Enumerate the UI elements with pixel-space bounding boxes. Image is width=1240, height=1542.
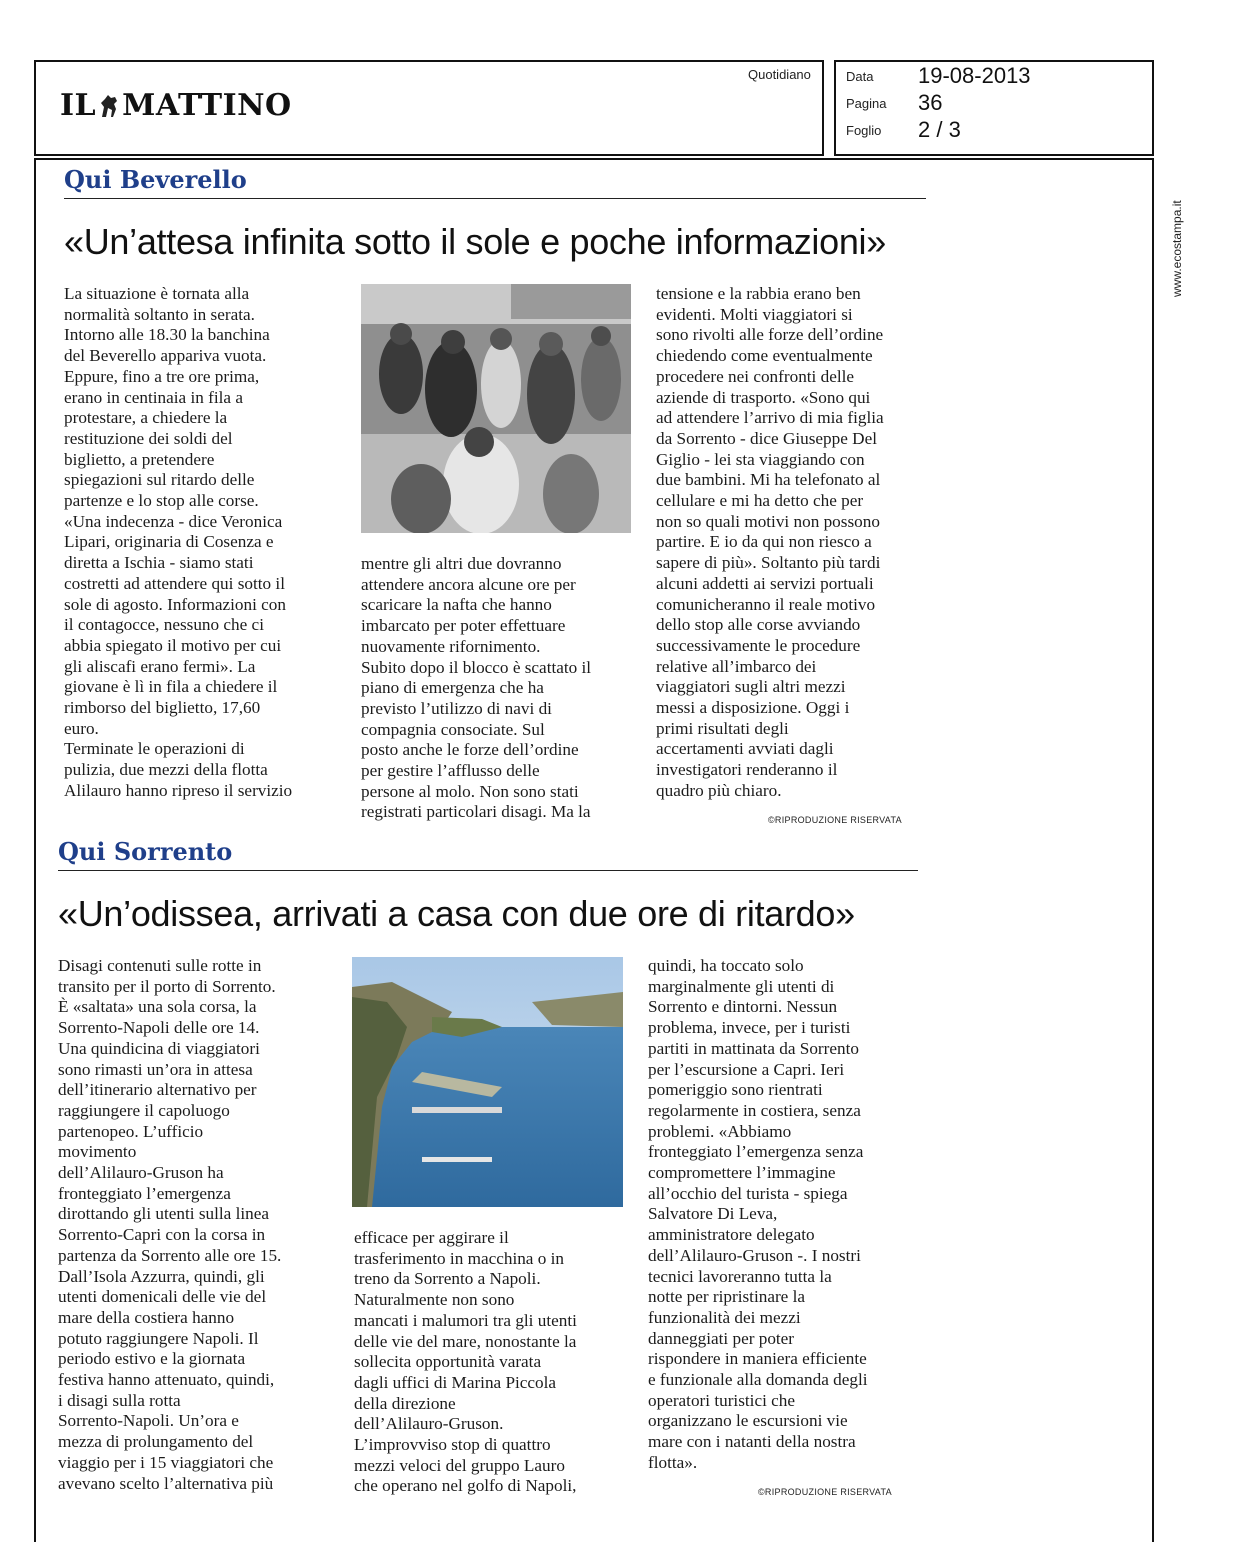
text-line: viaggio per i 15 viaggiatori che: [58, 1452, 274, 1472]
text-line: Sorrento-Napoli. Un’ora e: [58, 1411, 239, 1431]
text-line: avevano scelto l’alternativa più: [58, 1473, 274, 1493]
article1-rule: [64, 198, 926, 199]
text-line: quindi, ha toccato solo: [648, 956, 804, 975]
text-line: potuto raggiungere Napoli. Il: [58, 1328, 259, 1348]
text-line: tecnici lavoreranno tutta la: [648, 1266, 832, 1286]
text-line: diretta a Ischia - siamo stati: [64, 553, 254, 573]
text-line: marginalmente gli utenti di: [648, 976, 835, 996]
text-line: rimborso del biglietto, 17,60: [64, 698, 261, 718]
text-line: È «saltata» una sola corsa, la: [58, 997, 257, 1017]
text-line: dell’Alilauro-Gruson ha: [58, 1163, 224, 1183]
text-line: della direzione: [354, 1393, 456, 1413]
article1-copyright: ©RIPRODUZIONE RISERVATA: [768, 815, 902, 825]
text-line: costretti ad attendere qui sotto il: [64, 573, 285, 593]
text-line: dell’Alilauro-Gruson -. I nostri: [648, 1245, 861, 1265]
page-label: Pagina: [846, 96, 887, 111]
text-line: amministratore delegato: [648, 1225, 815, 1245]
newspaper-logo: [60, 88, 292, 123]
text-line: sollecita opportunità varata: [354, 1352, 542, 1372]
sheet-value: 2 / 3: [918, 117, 961, 142]
text-line: funzionalità dei mezzi: [648, 1307, 801, 1327]
text-line: normalità soltanto in serata.: [64, 304, 255, 324]
text-line: partiti in mattinata da Sorrento: [648, 1038, 859, 1058]
text-line: delle vie del mare, nonostante la: [354, 1331, 577, 1351]
text-line: nuovamente rifornimento.: [361, 636, 541, 656]
text-line: pomeriggio sono rientrati: [648, 1080, 823, 1100]
text-line: danneggiati per poter: [648, 1328, 795, 1348]
text-line: partenze e lo stop alle corse.: [64, 491, 259, 511]
text-line: «Una indecenza - dice Veronica: [64, 511, 283, 531]
date-value: 19-08-2013: [918, 63, 1031, 88]
article1-column-3: [656, 284, 931, 802]
text-line: posto anche le forze dell’ordine: [361, 740, 579, 760]
text-line: rispondere in maniera efficiente: [648, 1349, 867, 1369]
text-line: partenopeo. L’ufficio: [58, 1121, 204, 1141]
text-line: registrati particolari disagi. Ma la: [361, 802, 591, 822]
text-line: sono rimasti un’ora in attesa: [58, 1059, 253, 1079]
sheet-label: Foglio: [846, 123, 882, 138]
page-value: 36: [918, 90, 943, 115]
text-line: cellulare e mi ha detto che per: [656, 491, 864, 511]
article1-headline: «Un’attesa infinita sotto il sole e poche informazioni»: [64, 221, 886, 262]
frame-top-line: [34, 158, 1154, 160]
text-line: raggiungere il capoluogo: [58, 1100, 230, 1120]
text-line: biglietto, a pretendere: [64, 449, 215, 469]
text-line: Intorno alle 18.30 la banchina: [64, 325, 270, 345]
frame-right-line: [1152, 160, 1154, 1542]
text-line: trasferimento in macchina o in: [354, 1248, 564, 1268]
text-line: dello stop alle corse avviando: [656, 615, 861, 635]
text-line: festiva hanno attenuato, quindi,: [58, 1370, 275, 1390]
text-line: da Sorrento - dice Giuseppe Del: [656, 428, 877, 448]
text-line: quadro più chiaro.: [656, 780, 782, 800]
text-line: notte per ripristinare la: [648, 1287, 806, 1307]
text-line: per gestire l’afflusso delle: [361, 761, 540, 781]
text-line: Terminate le operazioni di: [64, 739, 245, 759]
article2-headline: «Un’odissea, arrivati a casa con due ore di ritardo»: [58, 893, 855, 934]
text-line: Sorrento e dintorni. Nessun: [648, 997, 838, 1017]
text-line: compagnia consociate. Sul: [361, 719, 545, 739]
article2-column-1: [58, 956, 333, 1494]
text-line: mentre gli altri due dovranno: [361, 554, 562, 573]
text-line: spiegazioni sul ritardo delle: [64, 470, 255, 490]
text-line: Eppure, fino a tre ore prima,: [64, 366, 260, 386]
text-line: per l’escursione a Capri. Ieri: [648, 1059, 845, 1079]
text-line: Giglio - lei sta viaggiando con: [656, 449, 865, 469]
text-line: accertamenti avviati dagli: [656, 739, 834, 759]
text-line: mancati i malumori tra gli utenti: [354, 1310, 577, 1330]
article2-column-3: [648, 956, 923, 1474]
text-line: aziende di trasporto. «Sono qui: [656, 387, 871, 407]
text-line: giovane è lì in fila a chiedere il: [64, 677, 278, 697]
text-line: treno da Sorrento a Napoli.: [354, 1269, 541, 1289]
text-line: e funzionale alla domanda degli: [648, 1370, 868, 1390]
text-line: investigatori renderanno il: [656, 760, 838, 780]
text-line: Sorrento-Napoli delle ore 14.: [58, 1018, 260, 1038]
text-line: attendere ancora alcune ore per: [361, 574, 576, 594]
text-line: abbia spiegato il motivo per cui: [64, 635, 282, 655]
text-line: previsto l’utilizzo di navi di: [361, 698, 552, 718]
text-line: piano di emergenza che ha: [361, 678, 544, 698]
text-line: sono rivolti alle forze dell’ordine: [656, 325, 884, 345]
text-line: partenza da Sorrento alle ore 15.: [58, 1245, 282, 1265]
frequency-label: Quotidiano: [748, 67, 811, 82]
text-line: partire. E io da qui non riesco a: [656, 532, 872, 552]
text-line: Una quindicina di viaggiatori: [58, 1038, 260, 1058]
text-line: del Beverello appariva vuota.: [64, 346, 267, 366]
text-line: transito per il porto di Sorrento.: [58, 976, 276, 996]
text-line: pulizia, due mezzi della flotta: [64, 760, 268, 780]
text-line: Naturalmente non sono: [354, 1290, 515, 1310]
text-line: comunicheranno il reale motivo: [656, 594, 876, 614]
text-line: problemi. «Abbiamo: [648, 1121, 792, 1141]
text-line: che operano nel golfo di Napoli,: [354, 1476, 577, 1496]
text-line: gli aliscafi erano fermi». La: [64, 656, 256, 676]
text-line: viaggiatori sugli altri mezzi: [656, 677, 846, 697]
text-line: fronteggiato l’emergenza: [58, 1183, 231, 1203]
text-line: mare con i natanti della nostra: [648, 1432, 856, 1452]
article1-kicker: Qui Beverello: [64, 165, 247, 194]
article2-rule: [58, 870, 918, 871]
article2-column-2: [354, 1228, 629, 1497]
text-line: Disagi contenuti sulle rotte in: [58, 956, 262, 975]
text-line: dell’Alilauro-Gruson.: [354, 1414, 504, 1434]
text-line: utenti domenicali delle vie del: [58, 1287, 267, 1307]
text-line: all’occhio del turista - spiega: [648, 1183, 848, 1203]
text-line: mezza di prolungamento del: [58, 1432, 254, 1452]
article1-column-2: [361, 554, 636, 823]
text-line: tensione e la rabbia erano ben: [656, 284, 861, 303]
text-line: Sorrento-Capri con la corsa in: [58, 1225, 266, 1245]
text-line: flotta».: [648, 1452, 698, 1472]
text-line: restituzione dei soldi del: [64, 428, 233, 448]
text-line: La situazione è tornata alla: [64, 284, 250, 303]
frame-left-line: [34, 160, 36, 1542]
text-line: movimento: [58, 1142, 137, 1162]
text-line: operatori turistici che: [648, 1390, 795, 1410]
text-line: persone al molo. Non sono stati: [361, 781, 579, 801]
logo-text-left: IL: [60, 88, 97, 123]
article1-column-1: [64, 284, 339, 802]
article2-kicker: Qui Sorrento: [58, 837, 233, 866]
text-line: fronteggiato l’emergenza senza: [648, 1142, 864, 1162]
text-line: mezzi veloci del gruppo Lauro: [354, 1455, 565, 1475]
text-line: i disagi sulla rotta: [58, 1390, 181, 1410]
text-line: L’improvviso stop di quattro: [354, 1435, 551, 1455]
text-line: Subito dopo il blocco è scattato il: [361, 657, 592, 677]
text-line: organizzano le escursioni vie: [648, 1411, 848, 1431]
article2-copyright: ©RIPRODUZIONE RISERVATA: [758, 1487, 892, 1497]
side-url: [1148, 175, 1184, 315]
text-line: chiedendo come eventualmente: [656, 346, 873, 366]
text-line: Salvatore Di Leva,: [648, 1204, 778, 1224]
text-line: Alilauro hanno ripreso il servizio: [64, 780, 293, 800]
text-line: messi a disposizione. Oggi i: [656, 698, 850, 718]
article1-photo-crowd: [361, 284, 631, 533]
text-line: dirottando gli utenti sulla linea: [58, 1204, 269, 1224]
text-line: regolarmente in costiera, senza: [648, 1100, 861, 1120]
text-line: sapere di più». Soltanto più tardi: [656, 553, 881, 573]
text-line: problema, invece, per i turisti: [648, 1018, 851, 1038]
text-line: euro.: [64, 718, 99, 738]
text-line: il contagocce, nessuno che ci: [64, 615, 264, 635]
text-line: imbarcato per poter effettuare: [361, 616, 566, 636]
text-line: relative all’imbarco dei: [656, 656, 817, 676]
text-line: evidenti. Molti viaggiatori si: [656, 304, 853, 324]
text-line: scaricare la nafta che hanno: [361, 595, 552, 615]
text-line: due bambini. Mi ha telefonato al: [656, 470, 881, 490]
side-url-text: www.ecostampa.it: [1170, 200, 1184, 297]
text-line: ad attendere l’arrivo di mia figlia: [656, 408, 884, 428]
text-line: protestare, a chiedere la: [64, 408, 228, 428]
horse-emblem-icon: [98, 93, 120, 119]
text-line: non so quali motivi non possono: [656, 511, 880, 531]
text-line: compromettere l’immagine: [648, 1163, 836, 1183]
text-line: dell’itinerario alternativo per: [58, 1080, 257, 1100]
text-line: successivamente le procedure: [656, 635, 861, 655]
logo-text-right: MATTINO: [122, 88, 292, 123]
text-line: procedere nei confronti delle: [656, 366, 855, 386]
text-line: primi risultati degli: [656, 718, 789, 738]
text-line: sole di agosto. Informazioni con: [64, 594, 286, 614]
article2-photo-coast: [352, 957, 623, 1207]
text-line: periodo estivo e la giornata: [58, 1349, 246, 1369]
text-line: erano in centinaia in fila a: [64, 387, 243, 407]
text-line: Lipari, originaria di Cosenza e: [64, 532, 274, 552]
text-line: Dall’Isola Azzurra, quindi, gli: [58, 1266, 265, 1286]
text-line: alcuni addetti ai servizi portuali: [656, 573, 874, 593]
text-line: dagli uffici di Marina Piccola: [354, 1372, 557, 1392]
text-line: mare della costiera hanno: [58, 1307, 235, 1327]
date-label: Data: [846, 69, 874, 84]
text-line: efficace per aggirare il: [354, 1228, 509, 1247]
